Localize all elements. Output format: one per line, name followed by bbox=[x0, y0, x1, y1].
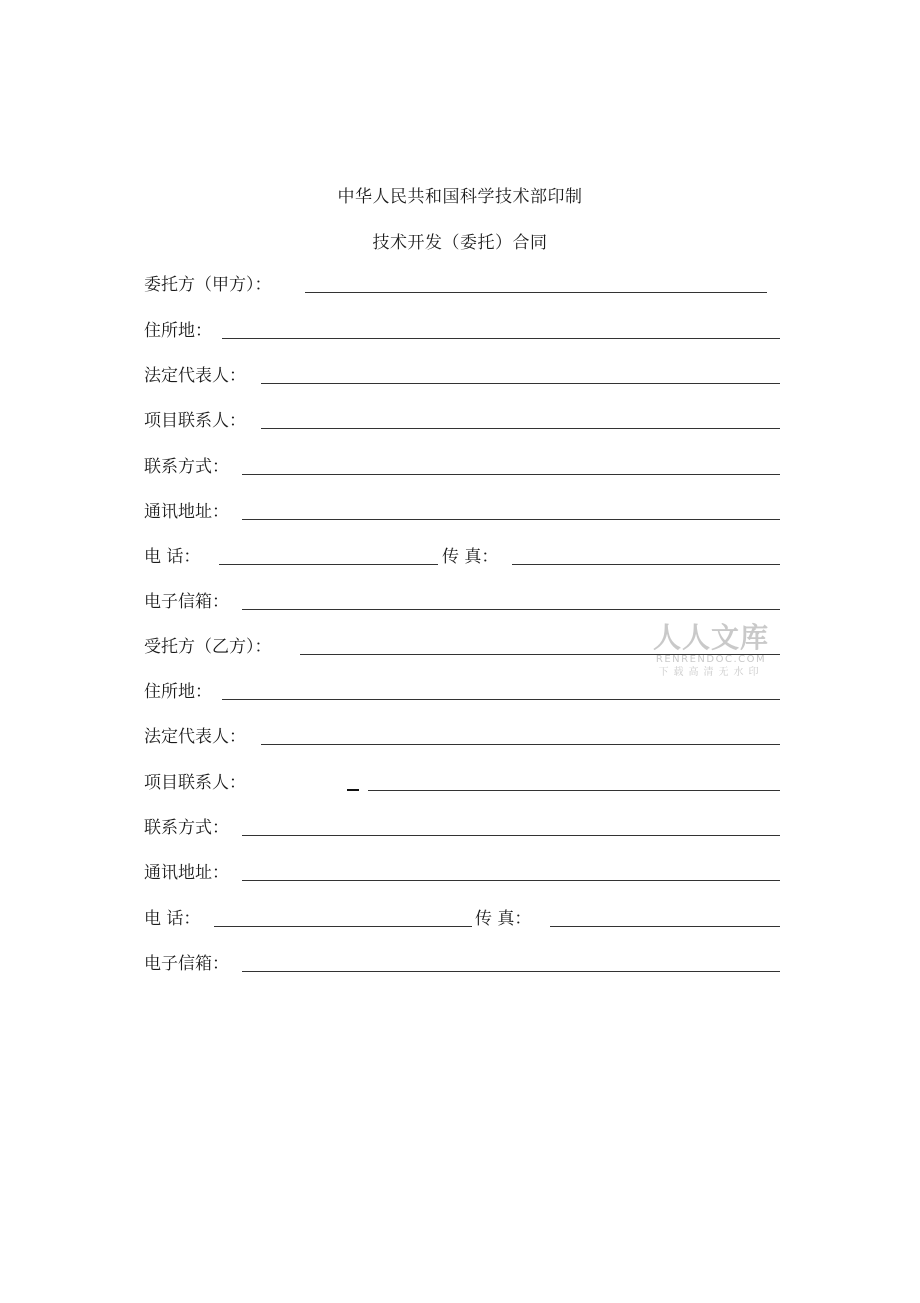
client-project-contact-field[interactable] bbox=[261, 428, 780, 429]
client-email-label: 电子信箱： bbox=[144, 592, 229, 612]
watermark-url: RENRENDOC.COM bbox=[655, 654, 767, 665]
contractor-project-contact-dash bbox=[347, 789, 359, 791]
contractor-mailing-address-label: 通讯地址： bbox=[144, 863, 229, 883]
client-email-field[interactable] bbox=[242, 609, 780, 610]
client-fax-field[interactable] bbox=[512, 564, 780, 565]
issuer-heading: 中华人民共和国科学技术部印制 bbox=[337, 187, 583, 207]
contractor-fax-field[interactable] bbox=[550, 926, 780, 927]
client-mailing-address-field[interactable] bbox=[242, 519, 780, 520]
client-legal-rep-label: 法定代表人： bbox=[144, 366, 246, 386]
contract-title: 技术开发（委托）合同 bbox=[372, 233, 548, 253]
watermark-brand: 人人文库 bbox=[652, 621, 769, 654]
client-legal-rep-field[interactable] bbox=[261, 383, 780, 384]
contractor-phone-field[interactable] bbox=[214, 926, 472, 927]
client-address-label: 住所地： bbox=[144, 321, 212, 341]
client-party-label: 委托方（甲方）： bbox=[144, 275, 272, 295]
contractor-contact-method-field[interactable] bbox=[242, 835, 780, 836]
client-contact-method-label: 联系方式： bbox=[144, 457, 229, 477]
contractor-phone-label: 电 话： bbox=[144, 909, 201, 929]
client-phone-label: 电 话： bbox=[144, 547, 201, 567]
contractor-legal-rep-label: 法定代表人： bbox=[144, 727, 246, 747]
client-project-contact-label: 项目联系人： bbox=[144, 411, 246, 431]
client-contact-method-field[interactable] bbox=[242, 474, 780, 475]
contractor-fax-label: 传 真： bbox=[475, 909, 532, 929]
contractor-project-contact-label: 项目联系人： bbox=[144, 773, 246, 793]
client-address-field[interactable] bbox=[222, 338, 780, 339]
contractor-project-contact-field[interactable] bbox=[368, 790, 780, 791]
contractor-address-label: 住所地： bbox=[144, 682, 212, 702]
client-fax-label: 传 真： bbox=[442, 547, 499, 567]
watermark-tagline: 下载高清无水印 bbox=[658, 667, 764, 678]
client-mailing-address-label: 通讯地址： bbox=[144, 502, 229, 522]
contractor-contact-method-label: 联系方式： bbox=[144, 818, 229, 838]
contractor-email-label: 电子信箱： bbox=[144, 954, 229, 974]
contractor-party-label: 受托方（乙方）： bbox=[144, 637, 272, 657]
client-phone-field[interactable] bbox=[219, 564, 438, 565]
contractor-legal-rep-field[interactable] bbox=[261, 744, 780, 745]
contractor-address-field[interactable] bbox=[222, 699, 780, 700]
contractor-email-field[interactable] bbox=[242, 971, 780, 972]
client-party-field[interactable] bbox=[305, 292, 767, 293]
watermark-logo bbox=[646, 622, 776, 680]
contractor-mailing-address-field[interactable] bbox=[242, 880, 780, 881]
